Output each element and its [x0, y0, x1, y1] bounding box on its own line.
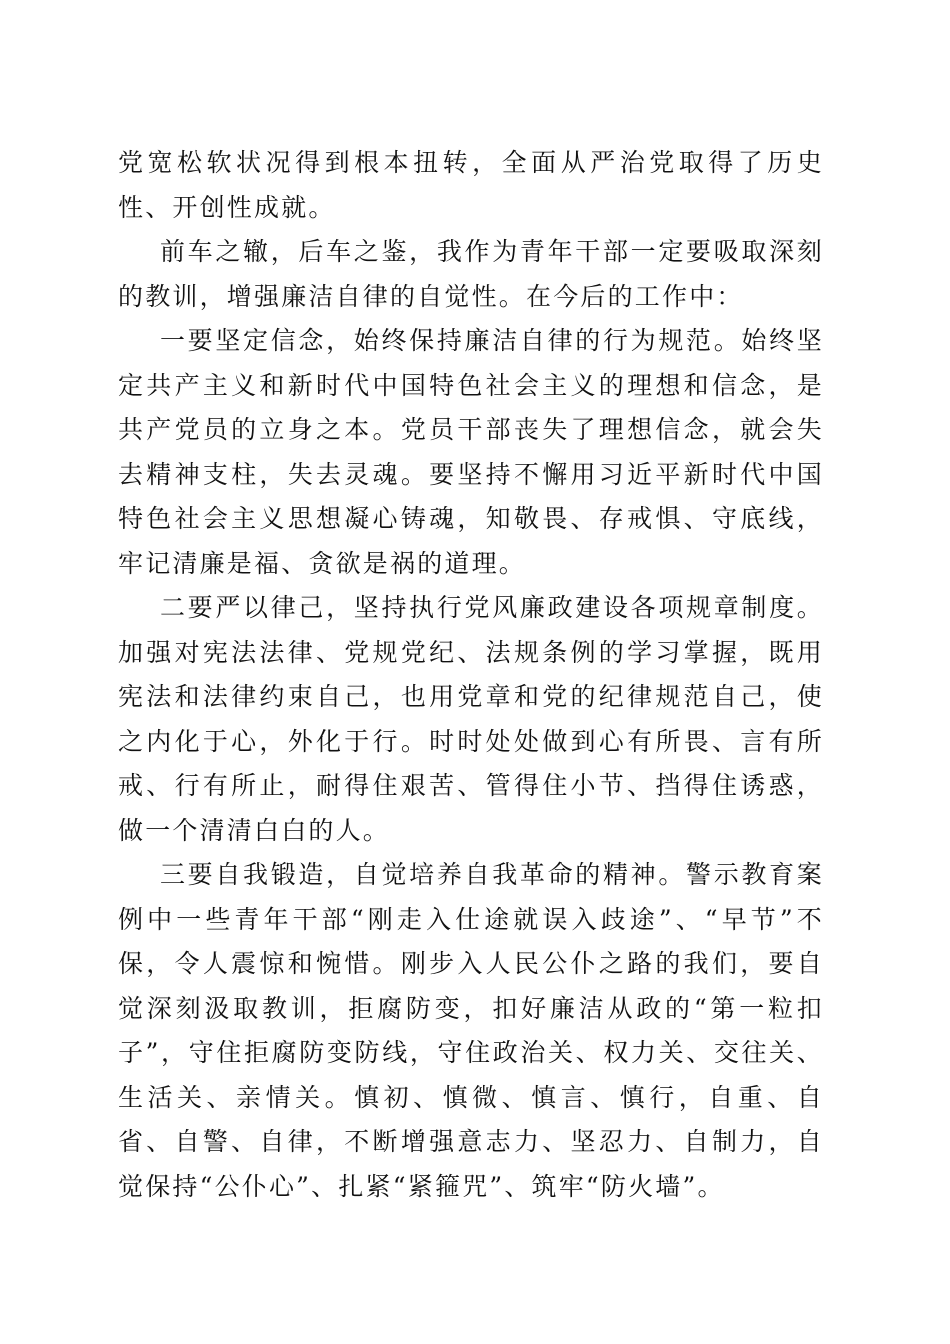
paragraph-intro: 前车之辙，后车之鉴，我作为青年干部一定要吸取深刻的教训，增强廉洁自律的自觉性。在今后的工作中：	[118, 237, 824, 311]
body-text	[118, 141, 824, 1209]
paragraph-point-one: 一要坚定信念，始终保持廉洁自律的行为规范。始终坚定共产主义和新时代中国特色社会主义的理想和信念，是共产党员的立身之本。党员干部丧失了理想信念，就会失去精神支柱，失去灵魂。要坚持不懈用习近平新时代中国特色社会主义思想凝心铸魂，知敬畏、存戒惧、守底线，牢记清廉是福、贪欲是祸的道理。	[118, 326, 824, 578]
paragraph-continuation: 党宽松软状况得到根本扭转，全面从严治党取得了历史性、开创性成就。	[118, 148, 824, 222]
paragraph-point-two: 二要严以律己，坚持执行党风廉政建设各项规章制度。加强对宪法法律、党规党纪、法规条例的学习掌握，既用宪法和法律约束自己，也用党章和党的纪律规范自己，使之内化于心，外化于行。时时处处做到心有所畏、言有所戒、行有所止，耐得住艰苦、管得住小节、挡得住诱惑，做一个清清白白的人。	[118, 593, 824, 845]
paragraph-point-three: 三要自我锻造，自觉培养自我革命的精神。警示教育案例中一些青年干部“刚走入仕途就误入歧途”、“早节”不保，令人震惊和惋惜。刚步入人民公仆之路的我们，要自觉深刻汲取教训，拒腐防变，扣好廉洁从政的“第一粒扣子”，守住拒腐防变防线，守住政治关、权力关、交往关、生活关、亲情关。慎初、慎微、慎言、慎行，自重、自省、自警、自律，不断增强意志力、坚忍力、自制力，自觉保持“公仆心”、扎紧“紧箍咒”、筑牢“防火墙”。	[118, 860, 824, 1201]
